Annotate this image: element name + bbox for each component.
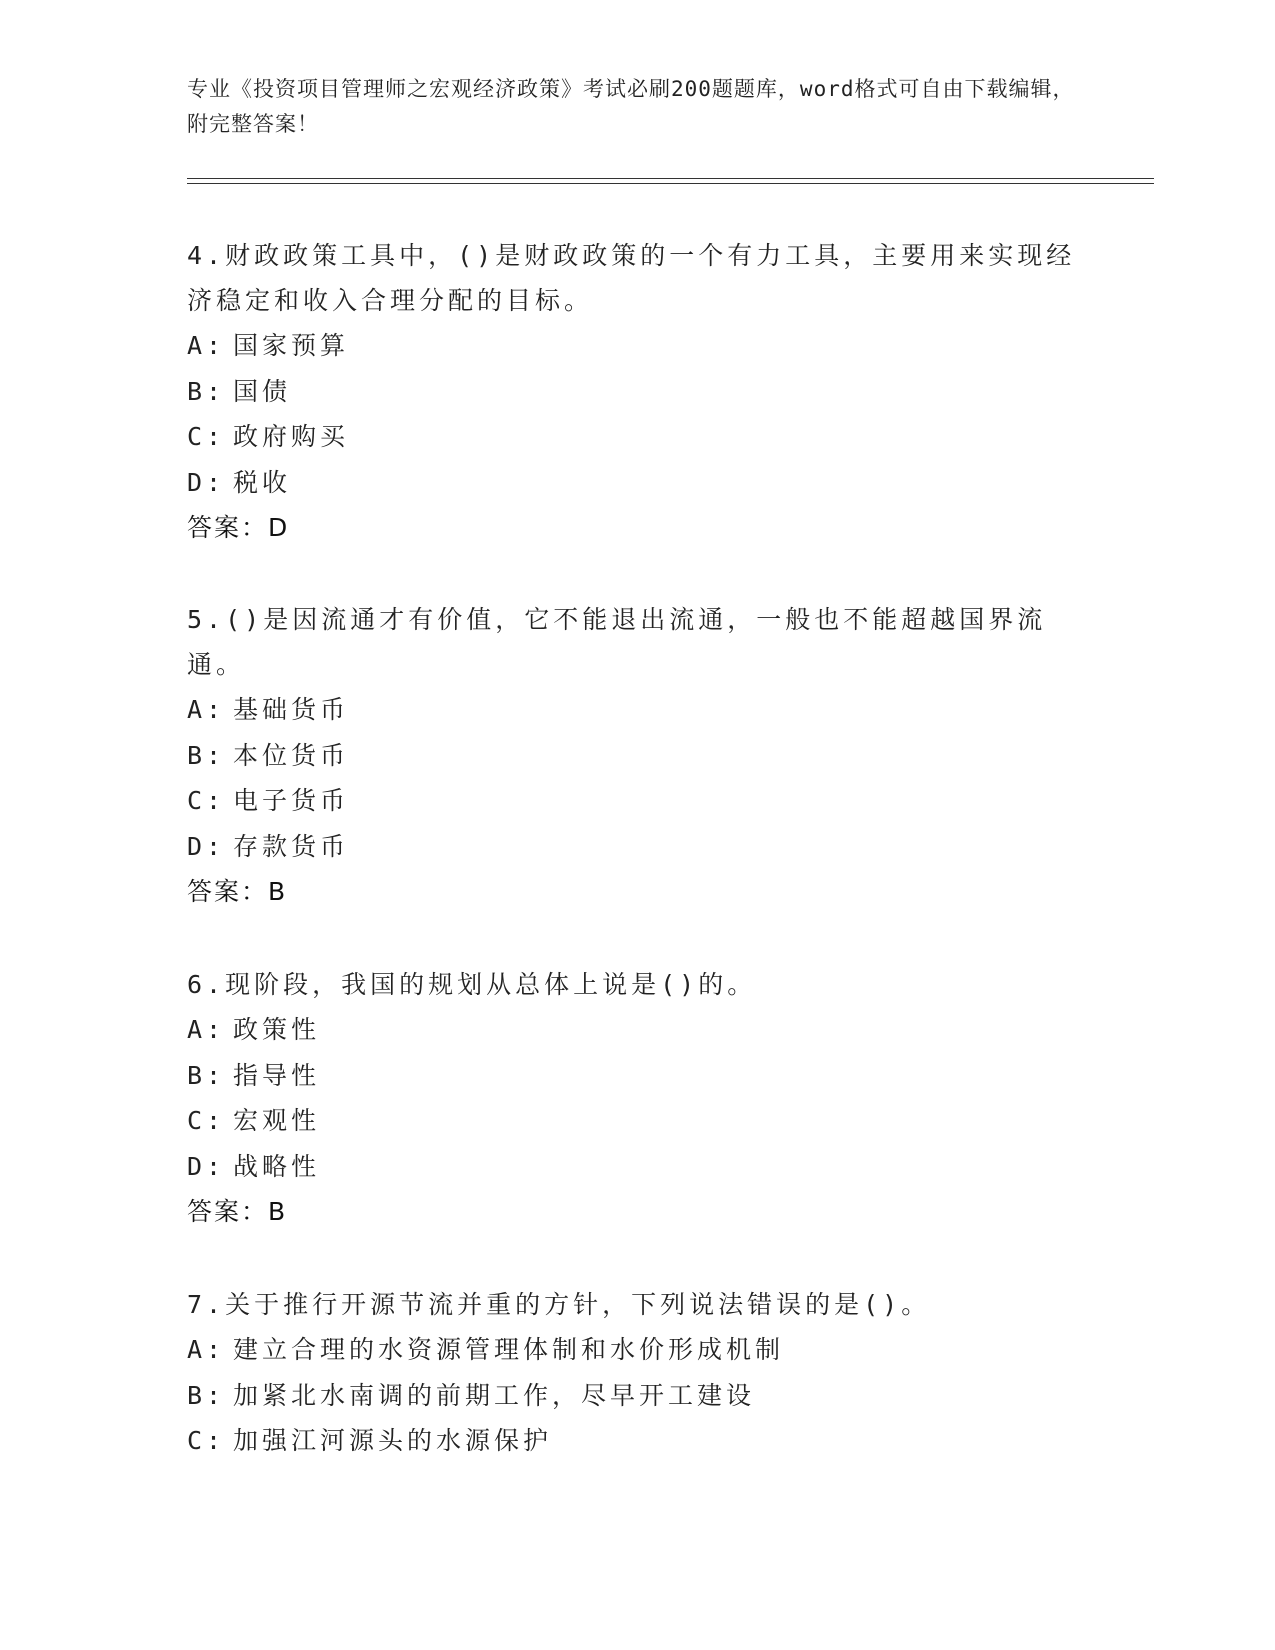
- question-text: 7.关于推行开源节流并重的方针，下列说法错误的是()。: [187, 1290, 931, 1319]
- question-4: [187, 233, 1087, 551]
- option-key: C:: [187, 1106, 226, 1135]
- question-7: [187, 1282, 1087, 1464]
- option-key: B:: [187, 740, 226, 770]
- option-c: [187, 1418, 1087, 1464]
- header-divider-top: [187, 178, 1154, 179]
- option-text: 加强江河源头的水源保护: [233, 1426, 553, 1455]
- header-divider-bottom: [187, 183, 1154, 184]
- option-key: A:: [187, 1335, 226, 1364]
- answer-line: 答案：B: [187, 877, 288, 906]
- option-key: A:: [187, 1015, 226, 1044]
- option-text: 指导性: [233, 1060, 321, 1090]
- option-key: B:: [187, 1380, 226, 1410]
- option-a: [187, 1007, 1087, 1053]
- option-d: [187, 460, 1087, 506]
- option-key: A:: [187, 331, 226, 360]
- option-d: [187, 824, 1087, 870]
- option-text: 基础货币: [233, 695, 350, 724]
- option-c: [187, 778, 1087, 824]
- option-key: A:: [187, 695, 226, 724]
- option-a: [187, 1327, 1087, 1373]
- option-b: [187, 733, 1087, 779]
- option-key: D:: [187, 467, 226, 497]
- option-d: [187, 1144, 1087, 1190]
- option-text: 本位货币: [233, 740, 350, 770]
- option-key: C:: [187, 422, 226, 451]
- document-intro: 专业《投资项目管理师之宏观经济政策》考试必刷200题题库，word格式可自由下载编辑，附完整答案！: [187, 77, 1075, 136]
- option-text: 电子货币: [233, 786, 350, 815]
- option-text: 存款货币: [233, 831, 350, 861]
- option-text: 加紧北水南调的前期工作，尽早开工建设: [233, 1380, 756, 1410]
- option-b: [187, 1373, 1087, 1419]
- option-text: 国家预算: [233, 331, 350, 360]
- option-a: [187, 687, 1087, 733]
- question-5: [187, 597, 1087, 915]
- option-key: B:: [187, 376, 226, 406]
- answer-line: 答案：B: [187, 1197, 288, 1226]
- question-text: 5.()是因流通才有价值，它不能退出流通，一般也不能超越国界流通。: [187, 605, 1047, 679]
- option-key: B:: [187, 1060, 226, 1090]
- option-text: 建立合理的水资源管理体制和水价形成机制: [233, 1335, 785, 1364]
- question-text: 4.财政政策工具中，()是财政政策的一个有力工具，主要用来实现经济稳定和收入合理分配的目标。: [187, 241, 1076, 315]
- question-text: 6.现阶段，我国的规划从总体上说是()的。: [187, 970, 757, 999]
- option-key: C:: [187, 1426, 226, 1455]
- option-text: 政策性: [233, 1015, 321, 1044]
- option-text: 国债: [233, 376, 292, 406]
- option-key: C:: [187, 786, 226, 815]
- option-a: [187, 323, 1087, 369]
- option-text: 税收: [233, 467, 292, 497]
- option-text: 宏观性: [233, 1106, 321, 1135]
- answer-line: 答案：D: [187, 513, 290, 542]
- option-key: D:: [187, 1151, 226, 1181]
- option-c: [187, 414, 1087, 460]
- question-6: [187, 962, 1087, 1235]
- option-c: [187, 1098, 1087, 1144]
- option-text: 政府购买: [233, 422, 350, 451]
- option-key: D:: [187, 831, 226, 861]
- option-text: 战略性: [233, 1151, 321, 1181]
- option-b: [187, 1053, 1087, 1099]
- option-b: [187, 369, 1087, 415]
